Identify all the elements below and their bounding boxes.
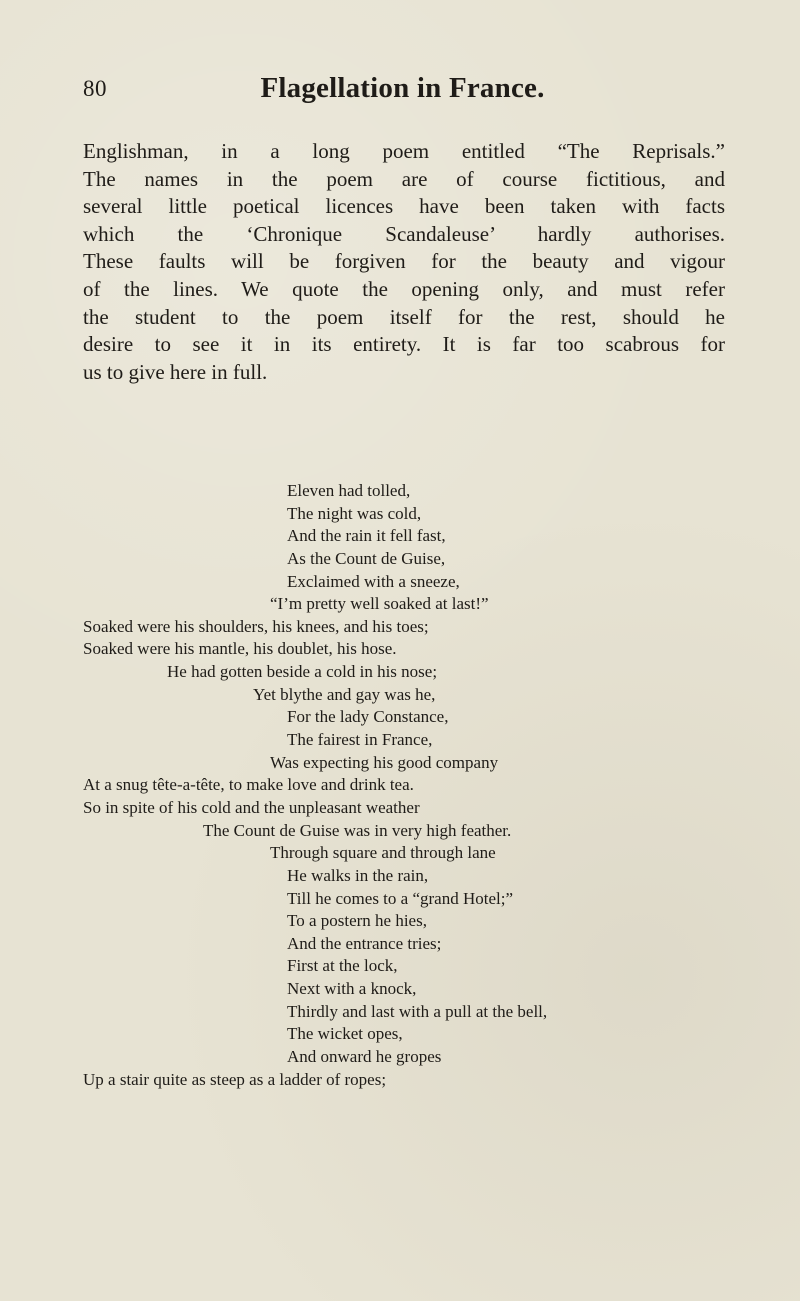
- poem-line: At a snug tête-a-tête, to make love and drink tea.: [83, 775, 414, 795]
- poem-line: For the lady Constance,: [287, 707, 449, 727]
- poem-line: Through square and through lane: [270, 843, 496, 863]
- intro-line: Englishman, in a long poem entitled “The Reprisals.”: [83, 139, 725, 163]
- intro-line: of the lines. We quote the opening only, and must refer: [83, 276, 725, 301]
- intro-line: desire to see it in its entirety. It is far too scabrous for: [83, 332, 725, 357]
- poem-line: The Count de Guise was in very high feather.: [203, 820, 512, 840]
- poem-line: Was expecting his good company: [270, 752, 499, 772]
- poem-line: Soaked were his shoulders, his knees, and his toes;: [83, 616, 429, 636]
- intro-line: These faults will be forgiven for the beauty and vigour: [83, 249, 725, 274]
- poem-line: To a postern he hies,: [287, 911, 427, 931]
- poem-line: And onward he gropes: [287, 1047, 442, 1067]
- running-head: Flagellation in France.: [260, 72, 545, 104]
- poem-line: And the rain it fell fast,: [287, 526, 446, 546]
- poem-line: As the Count de Guise,: [287, 548, 446, 568]
- poem-line: Exclaimed with a sneeze,: [287, 571, 460, 591]
- poem-line: Thirdly and last with a pull at the bell,: [287, 1001, 548, 1021]
- page-header: [83, 72, 722, 116]
- poem-line: “I’m pretty well soaked at last!”: [270, 594, 489, 614]
- poem-line: Till he comes to a “grand Hotel;”: [287, 888, 513, 908]
- poem-line: Yet blythe and gay was he,: [253, 684, 436, 704]
- intro-line: us to give here in full.: [83, 359, 268, 384]
- poem-line: The wicket opes,: [287, 1024, 403, 1044]
- poem-line: Next with a knock,: [287, 979, 417, 999]
- poem-line: He had gotten beside a cold in his nose;: [167, 662, 438, 682]
- intro-line: which the ‘Chronique Scandaleuse’ hardly authorises.: [83, 221, 725, 246]
- poem-line: He walks in the rain,: [287, 865, 429, 885]
- poem-line: The night was cold,: [287, 503, 422, 523]
- page-number: 80: [83, 76, 107, 101]
- poem-line: And the entrance tries;: [287, 933, 442, 953]
- intro-line: several little poetical licences have been taken with facts: [83, 194, 725, 219]
- intro-line: the student to the poem itself for the rest, should he: [83, 304, 725, 329]
- poem-line: The fairest in France,: [287, 730, 433, 750]
- poem-line: Eleven had tolled,: [287, 481, 411, 500]
- intro-paragraph: [83, 138, 725, 386]
- poem-line: Soaked were his mantle, his doublet, his hose.: [83, 639, 397, 659]
- intro-line: The names in the poem are of course fictitious, and: [83, 166, 725, 191]
- poem-block: [83, 480, 723, 1091]
- poem-line: First at the lock,: [287, 956, 398, 976]
- poem-line: So in spite of his cold and the unpleasant weather: [83, 797, 420, 817]
- poem-line: Up a stair quite as steep as a ladder of ropes;: [83, 1069, 387, 1089]
